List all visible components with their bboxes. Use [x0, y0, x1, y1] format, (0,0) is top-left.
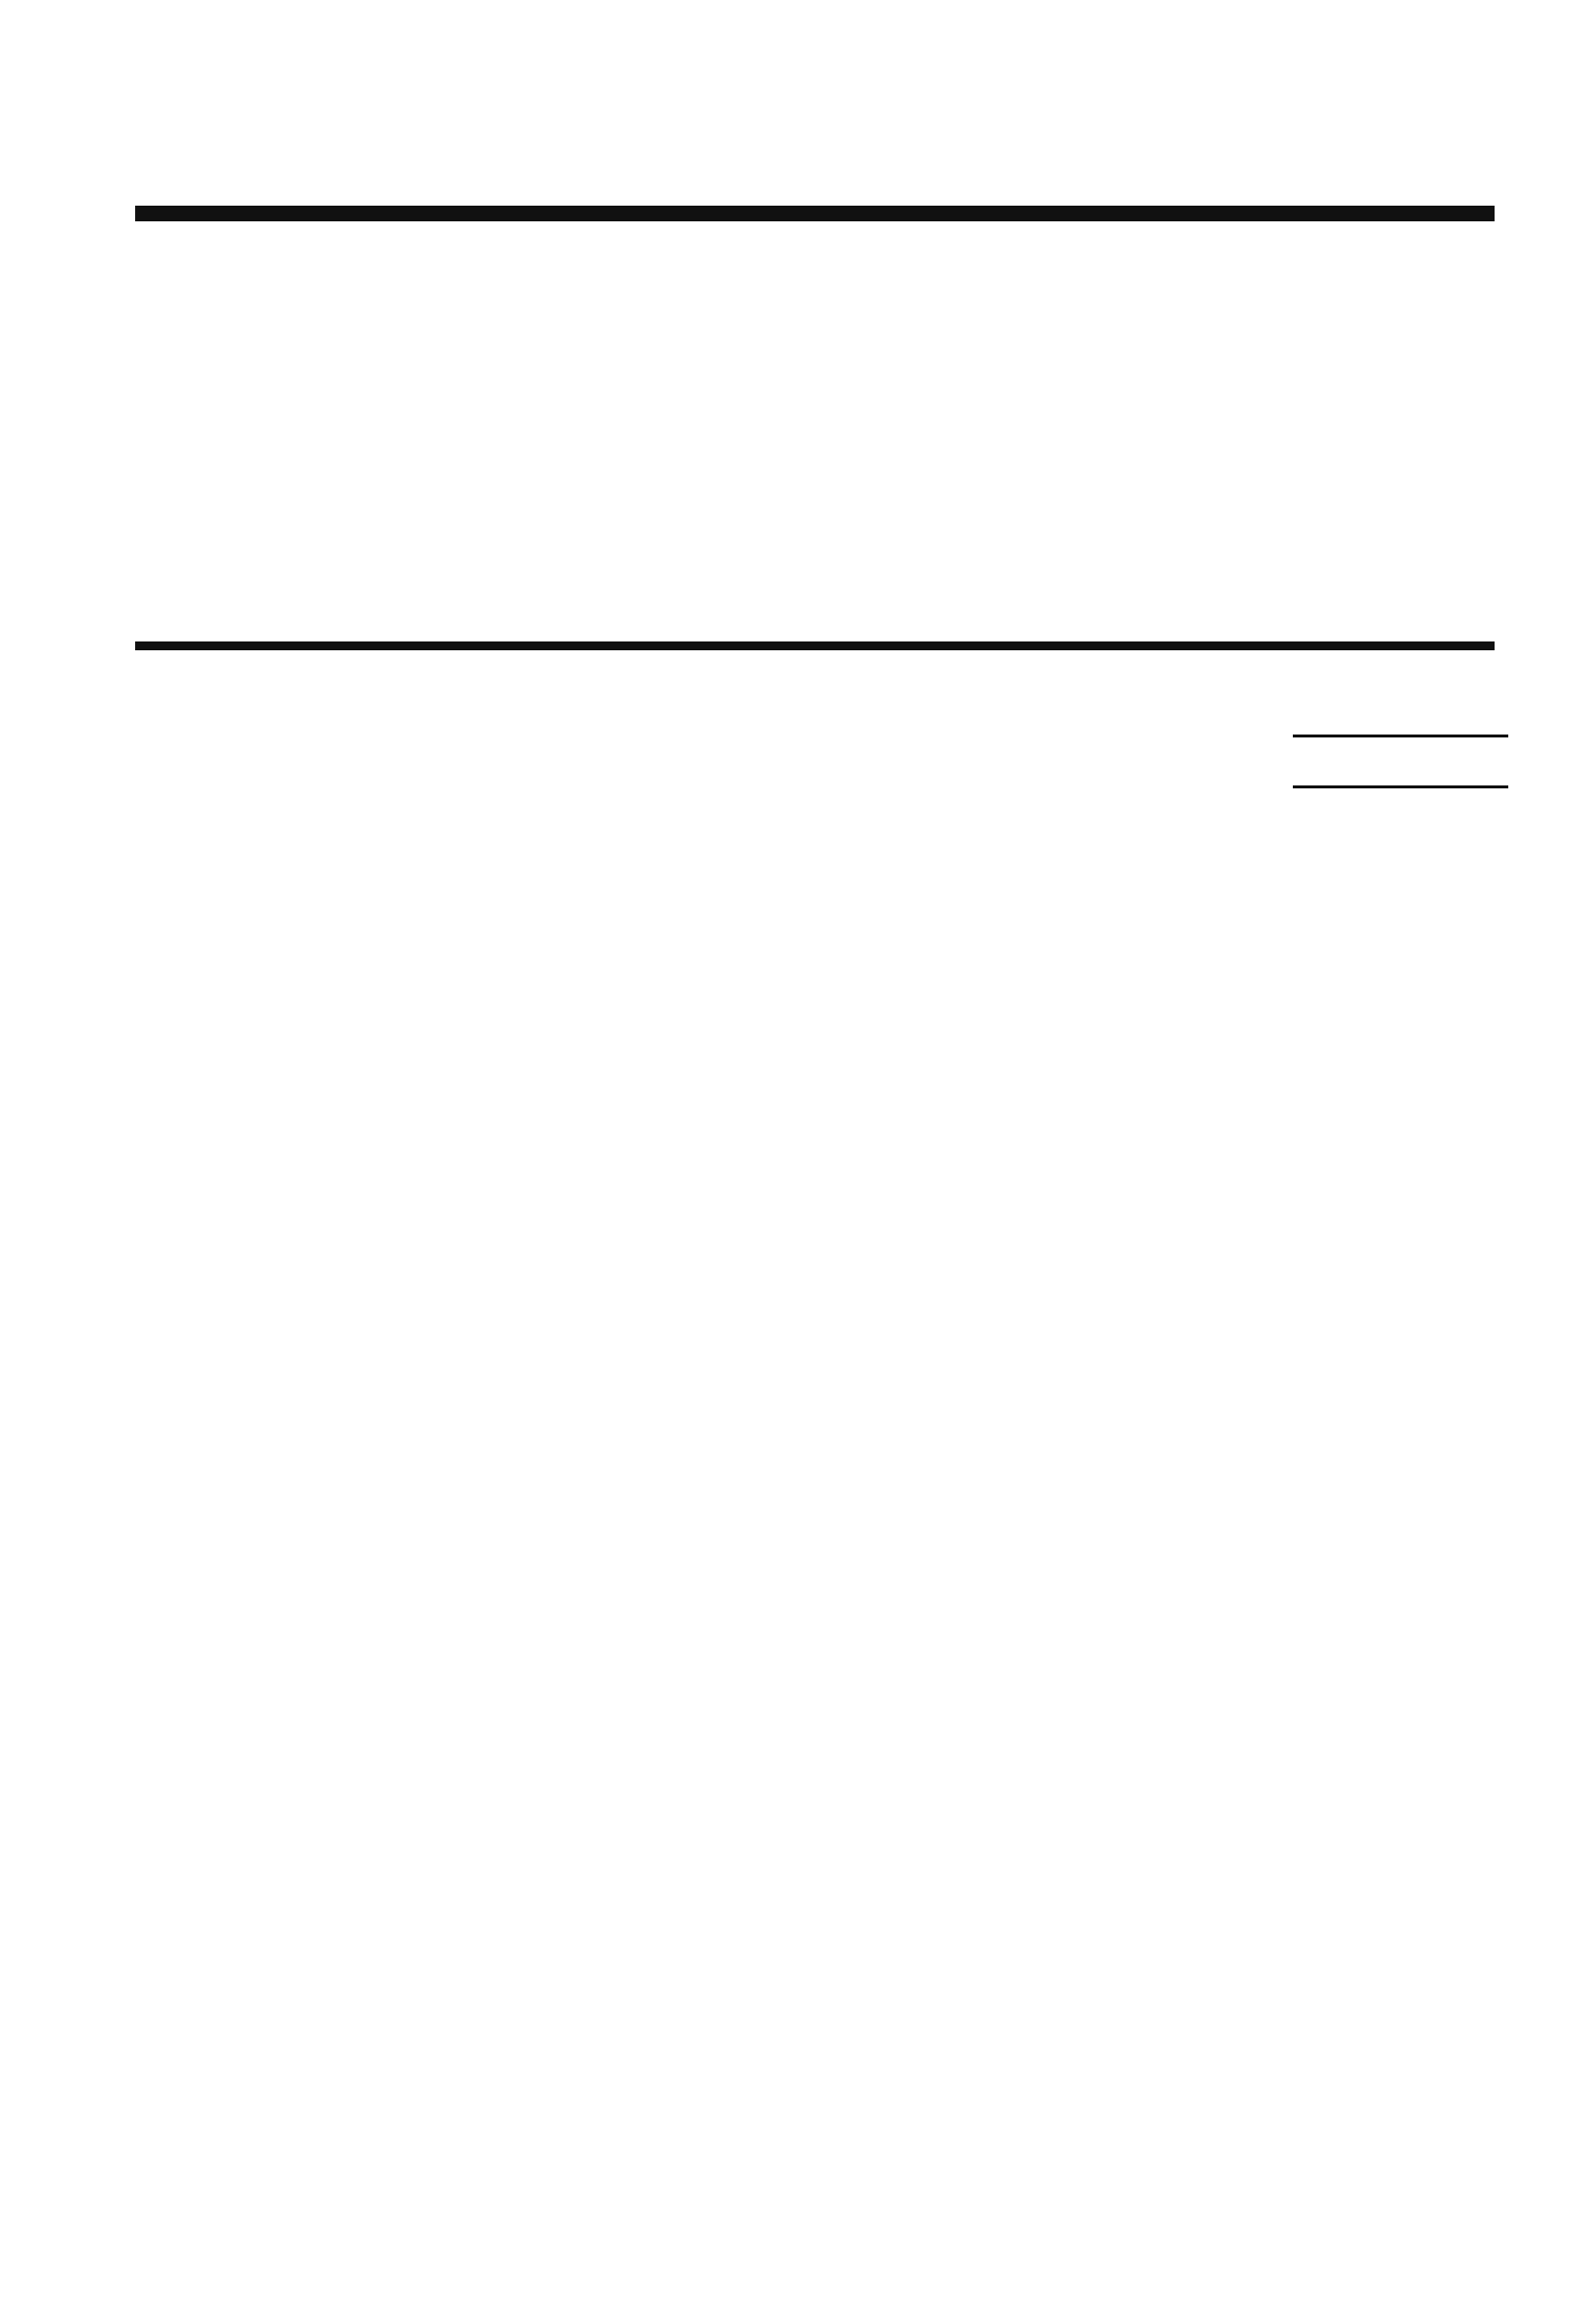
header-rule: [135, 206, 1495, 221]
section-1-item-1: [137, 1273, 1508, 1318]
validity-from-underline: [1293, 735, 1508, 737]
intro-paragraph-1: [137, 886, 1508, 931]
validity-to-underline: [1293, 785, 1508, 788]
title-bottom-rule: [135, 641, 1495, 650]
section-1-item-3: [137, 1408, 1508, 1453]
section-1-item-2: [137, 1318, 1508, 1363]
intro-paragraph-2: [137, 1021, 1508, 1067]
